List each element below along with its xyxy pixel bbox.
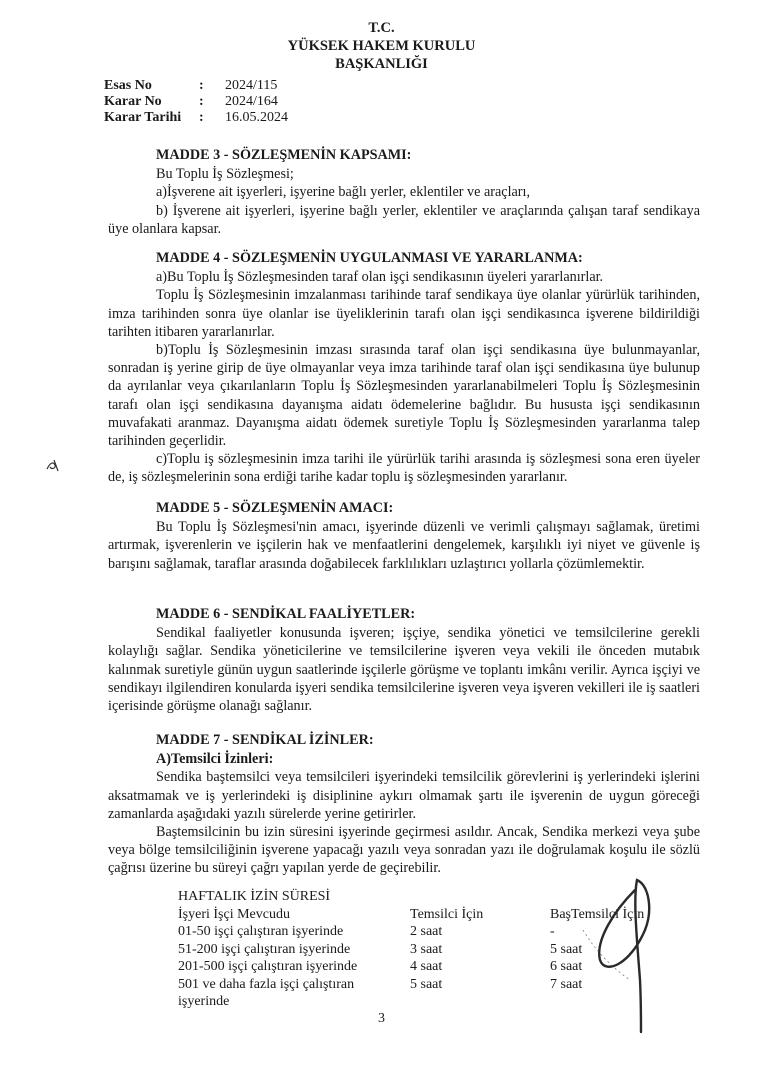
paragraph: Bu Toplu İş Sözleşmesi'nin amacı, işyerinde düzenli ve verimli çalışmayı sağlamak, üretimi artırmak, işverenlerin ve işçilerin hak ve menfaatlerini dengelemek, karşılıklı iyi niyet ve güvenle iş barışını sağlamak, taraflar arasında doğabilecek farklılıkları uzlaştırıcı yollarla çözümlemektir. — [108, 519, 700, 572]
article-title: MADDE 6 - SENDİKAL FAALİYETLER: — [156, 606, 416, 622]
karar-no-row — [104, 94, 288, 110]
paragraph: a)İşverene ait işyerleri, işyerine bağlı yerler, eklentiler ve araçları, — [156, 184, 531, 201]
article-4 — [108, 249, 700, 487]
paragraph: a)Bu Toplu İş Sözleşmesinden taraf olan işçi sendikasının üyeleri yararlanırlar. — [156, 269, 604, 286]
table-cell: 51-200 işçi çalıştıran işyerinde — [178, 941, 351, 957]
table-cell: 5 saat — [410, 976, 443, 992]
table-cell: 201-500 işçi çalıştıran işyerinde — [178, 959, 358, 974]
table-cell: 01-50 işçi çalıştıran işyerinde — [178, 924, 344, 939]
meta-key: Karar No — [104, 94, 162, 109]
paragraph: b)Toplu İş Sözleşmesinin imzası sırasında taraf olan işçi sendikasına üye bulunmayanlar, sonradan iş yerine girip de üye olmayanlar veya imza tarihinde taraf olan işçi sendikasına üye bulunup da ayrılanlar veya çıkarılanların Toplu İş Sözleşmesinden yararlanabilmeleri Toplu İş Sözleşmesinin tarafı olan işçi sendikasına dayanışma aidatı ödemelerine bağlıdır. Bu hususta işçi sendikasının muvafakati aranmaz. Dayanışma aidatı ödemek suretiyle Toplu İş Sözleşmesinden yararlanma talep tarihinden geçerlidir. — [108, 342, 700, 450]
meta-colon: : — [199, 110, 204, 125]
paragraph: c)Toplu iş sözleşmesinin imza tarihi ile yürürlük tarihi arasında iş sözleşmesi sona eren üyeler de, iş sözleşmelerinin sona erdiği tarihe kadar toplu iş sözleşmesinden yararlanır. — [108, 451, 700, 486]
meta-value: 16.05.2024 — [225, 110, 288, 125]
table-cell: 4 saat — [410, 959, 443, 974]
table-caption: HAFTALIK İZİN SÜRESİ — [178, 889, 331, 904]
table-cell: 6 saat — [550, 959, 583, 974]
article-5 — [108, 499, 700, 573]
table-cell: 2 saat — [410, 924, 443, 939]
meta-colon: : — [199, 78, 204, 93]
article-title: MADDE 5 - SÖZLEŞMENİN AMACI: — [156, 500, 394, 516]
meta-colon: : — [199, 94, 204, 109]
page-number: 3 — [378, 1011, 385, 1026]
meta-value: 2024/164 — [225, 94, 278, 109]
paragraph: Toplu İş Sözleşmesinin imzalanması tarihinde taraf sendikaya üye olanlar yürürlük tarihinden, imza tarihinden sonra üye olanlar ise üyeliklerinin tarafı olan işçi sendikasınca işverene bildirildiği tarihten itibaren yararlanırlar. — [108, 287, 700, 340]
article-3 — [108, 146, 700, 238]
table-cell: 7 saat — [550, 976, 583, 992]
case-metadata — [104, 78, 288, 126]
article-title: MADDE 4 - SÖZLEŞMENİN UYGULANMASI VE YARARLANMA: — [156, 250, 583, 266]
column-header: İşyeri İşçi Mevcudu — [178, 906, 290, 922]
table-cell: 501 ve daha fazla işçi çalıştıran işyerinde — [178, 976, 355, 1009]
table-cell: 5 saat — [550, 941, 583, 957]
article-7 — [108, 731, 700, 878]
karar-tarihi-row — [104, 110, 288, 126]
paragraph: Sendikal faaliyetler konusunda işveren; işçiye, sendika yönetici ve temsilcilerine gerekli kolaylığı sağlar. Sendika yöneticilerine ve temsilcilerine işveren veya vekili ile önceden mutabık kalınmak suretiyle günün uygun saatlerinde işçilerle görüşme ve toplantı imkânı verilir. Ayrıca işçiyi ve sendikayı ilgilendiren konularda işyeri sendika temsilcilerine işveren veya işveren vekilleri ile iş saatleri içerisinde görüşme olanağı sağlanır. — [108, 625, 700, 715]
column-header: Temsilci İçin — [410, 906, 484, 922]
article-title: MADDE 7 - SENDİKAL İZİNLER: — [156, 732, 374, 748]
table-cell: - — [550, 924, 555, 939]
header-institution: YÜKSEK HAKEM KURULU — [287, 38, 476, 54]
table-cell: 3 saat — [410, 941, 443, 957]
article-6 — [108, 605, 700, 715]
article-subtitle: A)Temsilci İzinleri: — [156, 751, 274, 768]
esas-no-row — [104, 78, 288, 94]
meta-key: Esas No — [104, 78, 152, 93]
column-header: BaşTemsilci İçin — [550, 906, 645, 922]
margin-scribble-icon — [44, 455, 62, 475]
header-office: BAŞKANLIĞI — [335, 56, 428, 72]
paragraph: b) İşverene ait işyerleri, işyerine bağlı yerler, eklentiler ve araçlarında çalışan taraf sendikaya üye olanlara kapsar. — [108, 202, 700, 237]
meta-key: Karar Tarihi — [104, 110, 182, 125]
paragraph: Bu Toplu İş Sözleşmesi; — [156, 166, 294, 183]
header-tc: T.C. — [368, 20, 395, 36]
paragraph: Sendika baştemsilci veya temsilcileri işyerindeki temsilcilik görevlerini iş yerlerindeki işlerini aksatmamak ve iş yerlerindeki iş disiplinine aykırı olmamak şartı ile işverenin de uygun göreceği zamanlarda aşağıdaki yazılı sürelerde yerine getirirler. — [108, 769, 700, 822]
meta-value: 2024/115 — [225, 78, 278, 93]
paragraph: Baştemsilcinin bu izin süresini işyerinde geçirmesi asıldır. Ancak, Sendika merkezi veya şube veya bölge temsilciliğinin işverene yapacağı yazılı veya sonradan yazı ile doğrulamak koşulu ile sözlü çağrısı üzerine bu süreyi çağrı yapılan yerde de geçirebilir. — [108, 824, 700, 877]
article-title: MADDE 3 - SÖZLEŞMENİN KAPSAMI: — [156, 147, 412, 163]
